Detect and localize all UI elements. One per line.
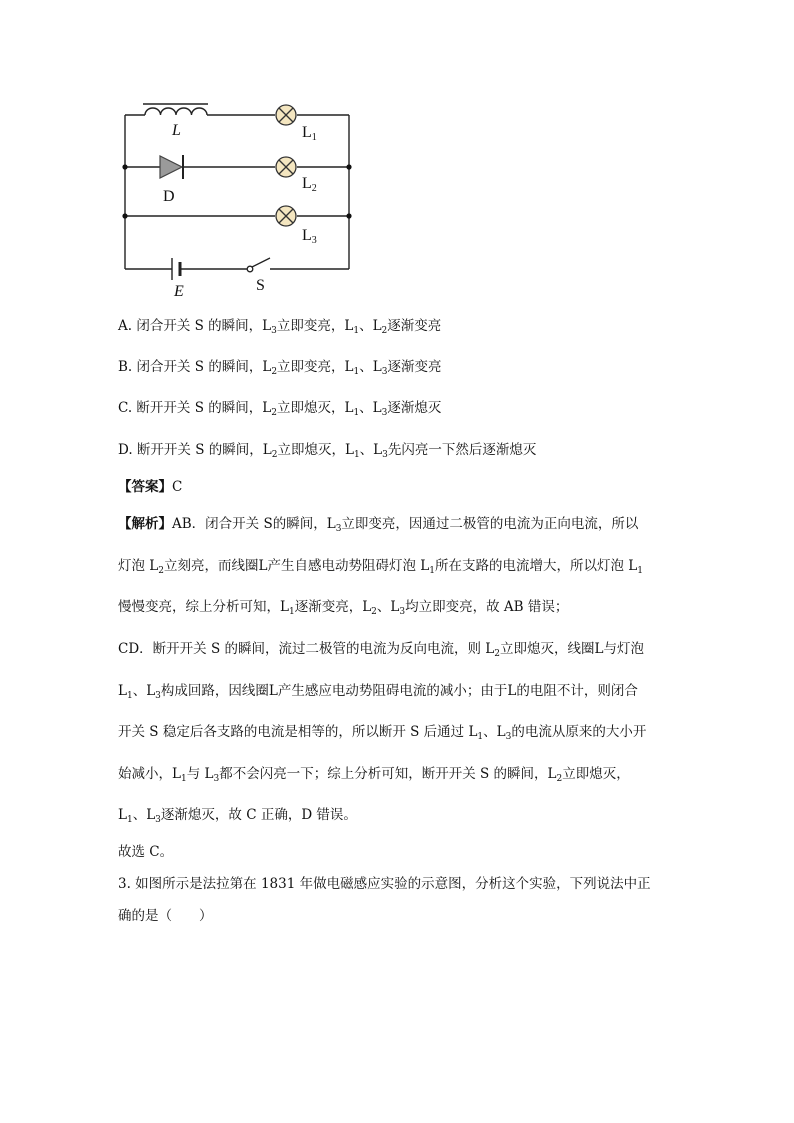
answer-line: 【答案】C (118, 479, 183, 495)
lamp-icon (276, 206, 296, 226)
question-3-line-1: 3. 如图所示是法拉第在 1831 年做电磁感应实验的示意图，分析这个实验，下列说法中正 (118, 876, 651, 892)
analysis-line-1: 【解析】AB．闭合开关 S的瞬间，$L_3$立即变亮，因通过二极管的电流为正向电流，所以 (118, 516, 639, 534)
analysis-conclusion: 故选 C。 (118, 844, 174, 860)
question-3-line-2: 确的是（ ） (118, 908, 213, 924)
analysis-line-7: 始减小，$L_1$与 $L_3$都不会闪亮一下；综上分析可知，断开开关 S 的瞬间，$L_2$立即熄灭， (118, 766, 630, 784)
option-c: C. 断开开关 S 的瞬间，$L_2$立即熄灭，$L_1$、$L_3$逐渐熄灭 (118, 400, 442, 418)
lamp-icon (276, 105, 296, 125)
analysis-line-6: 开关 S 稳定后各支路的电流是相等的，所以断开 S 后通过 $L_1$、$L_3$的电流从原来的大小开 (118, 724, 647, 742)
switch-icon (247, 258, 270, 272)
analysis-line-3: 慢慢变亮，综上分析可知，$L_1$逐渐变亮，$L_2$、$L_3$均立即变亮，故 AB 错误； (118, 599, 569, 617)
battery-label: E (174, 283, 184, 300)
diode-label: D (163, 188, 175, 205)
analysis-line-5: $L_1$、$L_3$构成回路，因线圈L产生感应电动势阻碍电流的减小；由于L的电阻不计，则闭合 (118, 683, 638, 701)
lamp-icon (276, 157, 296, 177)
option-a: A. 闭合开关 S 的瞬间，$L_3$立即变亮，$L_1$、$L_2$逐渐变亮 (118, 318, 442, 336)
option-d: D. 断开开关 S 的瞬间，$L_2$立即熄灭，$L_1$、$L_3$先闪亮一下然后逐渐熄灭 (118, 442, 537, 460)
inductor-icon (143, 104, 208, 115)
option-b: B. 闭合开关 S 的瞬间，$L_2$立即变亮，$L_1$、$L_3$逐渐变亮 (118, 359, 442, 377)
battery-icon (172, 258, 180, 280)
analysis-line-4: CD．断开开关 S 的瞬间，流过二极管的电流为反向电流，则 $L_2$立即熄灭，线圈L与灯泡 (118, 641, 644, 659)
lamp3-label: L3 (302, 227, 317, 246)
diode-icon (160, 155, 183, 179)
junction-dot-icon (122, 164, 351, 218)
circuit-diagram (110, 95, 370, 305)
inductor-label: L (172, 122, 181, 139)
switch-label: S (256, 277, 265, 294)
lamp2-label: L2 (302, 175, 317, 194)
lamp1-label: L1 (302, 124, 317, 143)
analysis-line-8: $L_1$、$L_3$逐渐熄灭，故 C 正确，D 错误。 (118, 807, 357, 825)
analysis-line-2: 灯泡 $L_2$立刻亮，而线圈L产生自感电动势阻碍灯泡 $L_1$所在支路的电流增大，所以灯泡 $L_1$ (118, 558, 643, 576)
